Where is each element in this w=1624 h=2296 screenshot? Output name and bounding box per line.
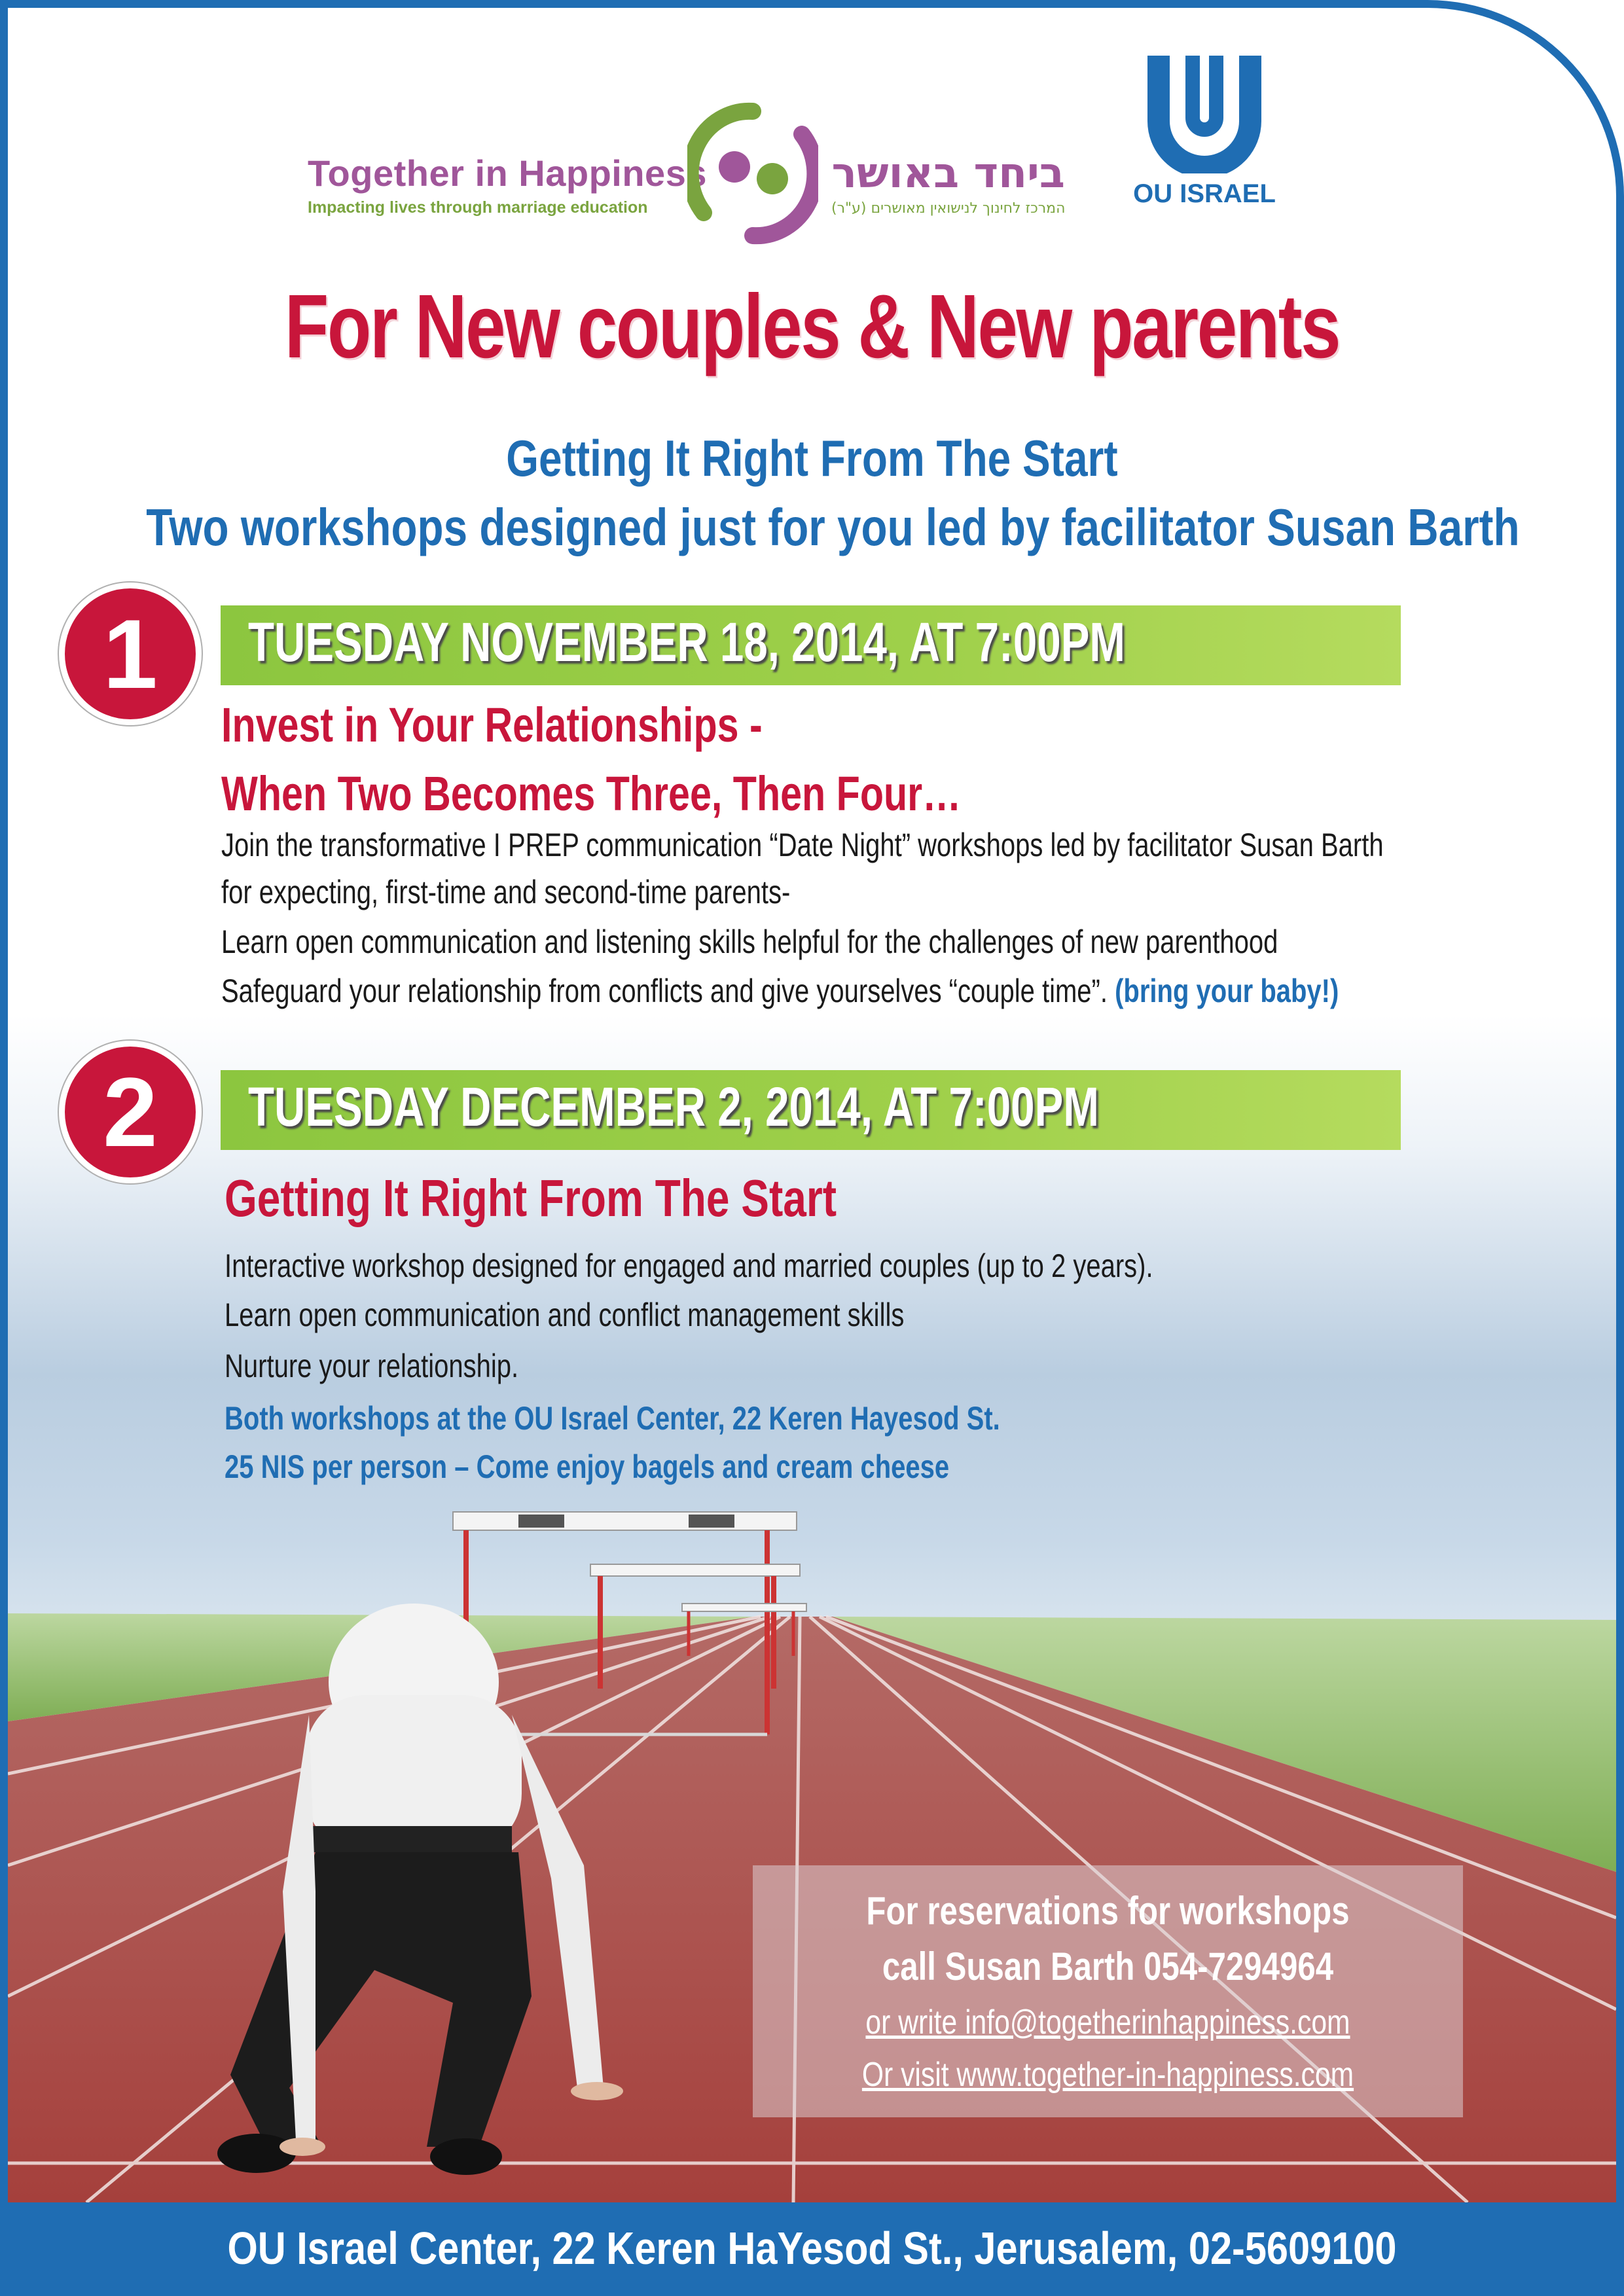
together-in-happiness-logo [308, 152, 707, 217]
workshop-1-number-badge: 1 [59, 583, 202, 725]
together-logo-title: Together in Happiness [308, 152, 707, 194]
footer-address: OU Israel Center, 22 Keren HaYesod St., Jerusalem, 02-5609100 [227, 2223, 1397, 2274]
footer-bar [0, 2202, 1624, 2296]
reservations-box [753, 1865, 1463, 2117]
workshop-1-date-bar [221, 605, 1401, 685]
workshop-1-text-line-final [221, 972, 1339, 1010]
price-line: 25 NIS per person – Come enjoy bagels and cream cheese [225, 1448, 950, 1485]
venue-line: Both workshops at the OU Israel Center, 22 Keren Hayesod St. [225, 1400, 1000, 1437]
workshop-1-text-line: Safeguard your relationship from conflicts and give yourselves “couple time”. [221, 973, 1108, 1009]
workshop-1-title-line-2: When Two Becomes Three, Then Four… [221, 766, 962, 821]
frame-left-edge [0, 0, 8, 2296]
together-logo-tagline: Impacting lives through marriage education [308, 198, 648, 217]
subtitle-2: Two workshops designed just for you led by facilitator Susan Barth [146, 498, 1520, 556]
ou-logo-label: OU ISRAEL [1133, 179, 1276, 208]
together-in-happiness-logo-mark-icon [687, 101, 818, 245]
workshop-1-text-line: Learn open communication and listening skills helpful for the challenges of new parenthood [221, 924, 1278, 960]
workshop-1-date: TUESDAY NOVEMBER 18, 2014, AT 7:00PM [248, 611, 1126, 673]
reservations-line-1: For reservations for workshops [866, 1889, 1350, 1933]
hebrew-logo-tagline: המרכז לחינוך לנישואין מאושרים (ע"ר) [831, 200, 1066, 217]
reservations-website-link[interactable]: Or visit www.together-in-happiness.com [861, 2056, 1354, 2094]
ou-logo-icon [1139, 43, 1270, 173]
workshop-1-text-line: for expecting, first-time and second-time parents- [221, 874, 791, 910]
main-title: For New couples & New parents [284, 276, 1340, 377]
hebrew-logo-title: ביחד באושר [831, 149, 1065, 198]
workshop-2-date-bar [221, 1070, 1401, 1150]
workshop-2-text-line: Interactive workshop designed for engaged and married couples (up to 2 years). [225, 1247, 1153, 1284]
workshop-2-text-line: Learn open communication and conflict management skills [225, 1297, 905, 1333]
reservations-email-link[interactable]: or write info@togetherinhappiness.com [865, 2003, 1350, 2041]
hebrew-logo [831, 149, 1065, 217]
workshop-2-title: Getting It Right From The Start [225, 1169, 837, 1227]
workshop-1-title-line-1: Invest in Your Relationships - [221, 698, 763, 752]
workshop-2-number-badge: 2 [59, 1041, 202, 1183]
subtitle-1: Getting It Right From The Start [506, 429, 1118, 487]
ou-israel-logo [1126, 43, 1283, 209]
workshop-1-text-line: Join the transformative I PREP communication “Date Night” workshops led by facilitator Susan Barth [221, 827, 1384, 863]
reservations-phone: call Susan Barth 054-7294964 [882, 1945, 1334, 1988]
workshop-2-text-line: Nurture your relationship. [225, 1348, 519, 1384]
bring-your-baby-note: (bring your baby!) [1115, 973, 1339, 1009]
workshop-2-date: TUESDAY DECEMBER 2, 2014, AT 7:00PM [248, 1076, 1099, 1138]
